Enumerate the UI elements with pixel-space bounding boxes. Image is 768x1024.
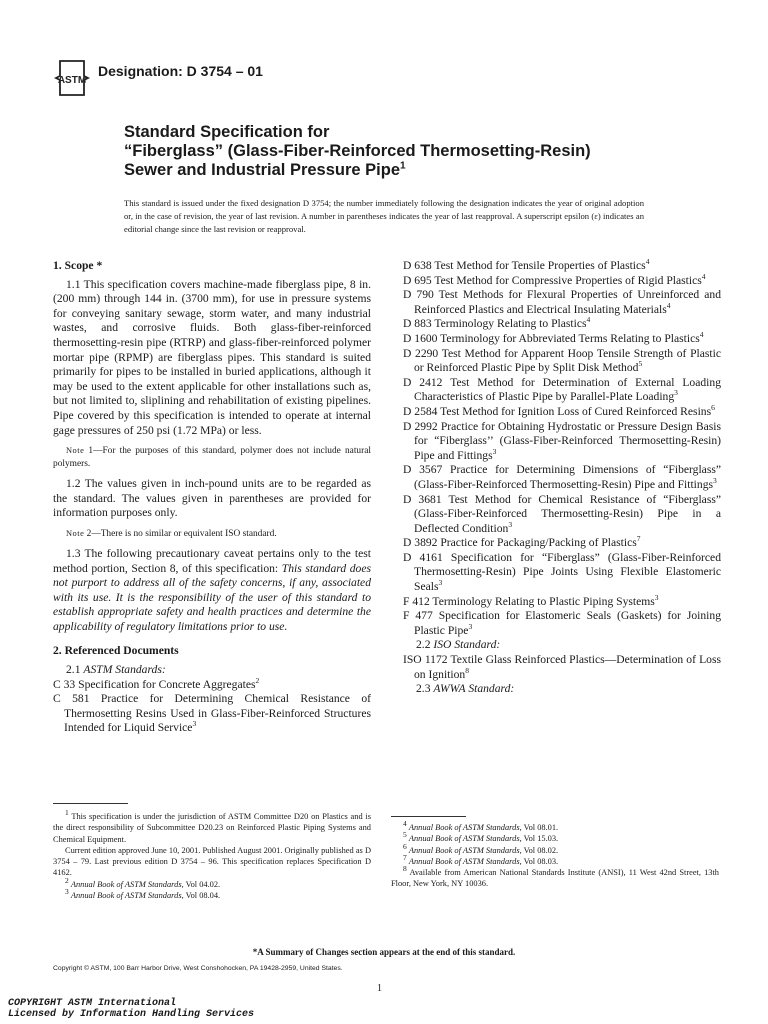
reference-item: D 2584 Test Method for Ignition Loss of Cured Reinforced Resins$^6$ — [403, 403, 715, 418]
copyright-line: Copyright © ASTM, 100 Barr Harbor Drive, West Conshohocken, PA 19428-2959, United States. — [53, 965, 343, 972]
astm-standards-label: 2.1 ASTM Standards: — [66, 663, 166, 677]
svg-text:ASTM: ASTM — [57, 75, 87, 86]
section-heading-references: 2. Referenced Documents — [53, 644, 179, 658]
footnote-2: $^2$ Annual Book of ASTM Standards, Vol 04.02. — [65, 875, 221, 889]
section-heading-scope: 1. Scope * — [53, 259, 103, 272]
reference-item: D 3681 Test Method for Chemical Resistance of “Fiberglass” (Glass-Fiber-Reinforced Thermosetting-Resin) Pipe in a Deflected Condition$^3$ — [403, 492, 721, 535]
right-reference-list — [403, 259, 721, 638]
paragraph-1-2: 1.2 The values given in inch-pound units are to be regarded as the standard. The values given in parentheses are provided for information purposes only. — [53, 477, 371, 520]
license-line-1: COPYRIGHT ASTM International — [8, 998, 177, 1009]
reference-item: D 2992 Practice for Obtaining Hydrostatic or Pressure Design Basis for “Fiberglass’’ (Glass-Fiber-Reinforced Thermosetting-Resin) Pipe and Fittings$^3$ — [403, 419, 721, 462]
footnote-5: $^5$ Annual Book of ASTM Standards, Vol 15.03. — [403, 830, 559, 844]
reference-item: D 2412 Test Method for Determination of External Loading Characteristics of Plastic Pipe by Parallel-Plate Loading$^3$ — [403, 375, 721, 404]
iso-standards-label: 2.2 ISO Standard: — [416, 638, 501, 652]
footnote-7: $^7$ Annual Book of ASTM Standards, Vol 08.03. — [403, 853, 559, 866]
license-line-2: Licensed by Information Handling Services — [8, 1009, 255, 1020]
reference-item: C 33 Specification for Concrete Aggregates$^2$ — [53, 675, 260, 691]
footnotes-left — [53, 808, 371, 901]
astm-logo — [52, 58, 92, 98]
paragraph-1-3: 1.3 The following precautionary caveat pertains only to the test method portion, Section 8, of this specification: This standard does not purport to address all of the safety concerns, if any, associated with its use. It is the responsibility of the user of this standard to establish appropriate safety and health practices and determine the applicability of regulatory limitations prior to use. — [53, 546, 371, 633]
note-2: Note 2—There is no similar or equivalent ISO standard. — [66, 528, 277, 539]
reference-item: F 412 Terminology Relating to Plastic Piping Systems$^3$ — [403, 592, 659, 608]
footnote-3: $^3$ Annual Book of ASTM Standards, Vol 08.04. — [65, 887, 221, 901]
footnote-rule-left — [53, 803, 128, 804]
document-title — [124, 123, 684, 180]
reference-item: D 2290 Test Method for Apparent Hoop Tensile Strength of Plastic or Reinforced Plastic Pipe by Split Disk Method$^5$ — [403, 346, 721, 375]
left-column — [53, 259, 371, 736]
note-1: Note 1—For the purposes of this standard, polymer does not include natural polymers. — [53, 446, 371, 470]
footnote-8: $^8$ Available from American National Standards Institute (ANSI), 11 West 42nd Street, 13th Floor, New York, NY 10036. — [391, 864, 719, 889]
reference-item: C 581 Practice for Determining Chemical Resistance of Thermosetting Resins Used in Glass-Fiber-Reinforced Structures Intended for Liquid Service$^3$ — [53, 692, 371, 735]
designation: Designation: D 3754 – 01 — [98, 63, 263, 79]
reference-item: D 638 Test Method for Tensile Properties of Plastics$^4$ — [403, 257, 650, 272]
reference-item: D 3567 Practice for Determining Dimensions of “Fiberglass” (Glass-Fiber-Reinforced Thermosetting-Resin) Pipe and Fittings$^3$ — [403, 463, 721, 491]
title-line-1: Standard Specification for — [124, 123, 330, 141]
page-number: 1 — [377, 983, 382, 994]
reference-item: D 1600 Terminology for Abbreviated Terms Relating to Plastics$^4$ — [403, 330, 704, 345]
reference-item: ISO 1172 Textile Glass Reinforced Plastics—Determination of Loss on Ignition$^8$ — [403, 653, 721, 681]
reference-item: D 695 Test Method for Compressive Properties of Rigid Plastics$^4$ — [403, 271, 706, 287]
footnote-4: $^4$ Annual Book of ASTM Standards, Vol 08.01. — [403, 819, 559, 832]
reference-item: F 477 Specification for Elastomeric Seals (Gaskets) for Joining Plastic Pipe$^3$ — [403, 609, 721, 637]
left-reference-list — [53, 675, 371, 736]
reference-item: D 4161 Specification for “Fiberglass” (Glass-Fiber-Reinforced Thermosetting-Resin) Pipe Joints Using Flexible Elastomeric Seals$^3$ — [403, 550, 721, 594]
footnote-1-edition: Current edition approved June 10, 2001. Published August 2001. Originally published as D 3754 – 79. Last previous edition D 3754 – 96. This specification replaces Specification D 4162. — [53, 845, 371, 878]
right-column — [403, 259, 721, 697]
issuance-note: This standard is issued under the fixed designation D 3754; the number immediately following the designation indicates the year of original adoption or, in the case of revision, the year of last revision. A number in parentheses indicates the year of last reapproval. A superscript epsilon (ε) indicates an editorial change since the last revision or reapproval. — [124, 198, 644, 234]
summary-of-changes-note: *A Summary of Changes section appears at the end of this standard. — [252, 947, 516, 957]
reference-item: D 790 Test Methods for Flexural Properties of Unreinforced and Reinforced Plastics and Electrical Insulating Materials$^4$ — [403, 288, 721, 316]
footnote-rule-right — [391, 816, 466, 817]
paragraph-1-1: 1.1 This specification covers machine-made fiberglass pipe, 8 in. (200 mm) through 144 in. (3700 mm), for use in pressure systems for conveying sanitary sewage, storm water, and many industrial wastes, and corrosive fluids. Both glass-fiber-reinforced thermosetting-resin pipe (RTRP) and glass-fiber-reinforced polymer mortar pipe (RPMP) are fiberglass pipes. This standard is suited primarily for pipes to be installed in buried applications, although it may be used to the extent applicable for other installations such as, but not limited to, sliplining and rehabilitation of existing pipelines. Pipe covered by this specification is intended to operate at internal gage pressures of 250 psi (1.72 MPa) or less. — [53, 277, 371, 437]
footnote-1: $^1$ This specification is under the jurisdiction of ASTM Committee D20 on Plastics and is the direct responsibility of Subcommittee D20.23 on Reinforced Plastic Piping Systems and Chemical Equipment. — [53, 808, 371, 844]
reference-item: D 883 Terminology Relating to Plastics$^4$ — [403, 315, 591, 331]
awwa-standards-label: 2.3 AWWA Standard: — [416, 682, 515, 696]
footnotes-right — [391, 819, 719, 890]
title-line-2: “Fiberglass” (Glass-Fiber-Reinforced Thermosetting-Resin) — [124, 142, 591, 160]
license-stamp — [8, 998, 254, 1020]
reference-item: D 3892 Practice for Packaging/Packing of Plastics$^7$ — [403, 534, 641, 550]
title-line-3: Sewer and Industrial Pressure Pipe$^1$ — [124, 160, 406, 179]
footnote-6: $^6$ Annual Book of ASTM Standards, Vol 08.02. — [403, 841, 559, 855]
